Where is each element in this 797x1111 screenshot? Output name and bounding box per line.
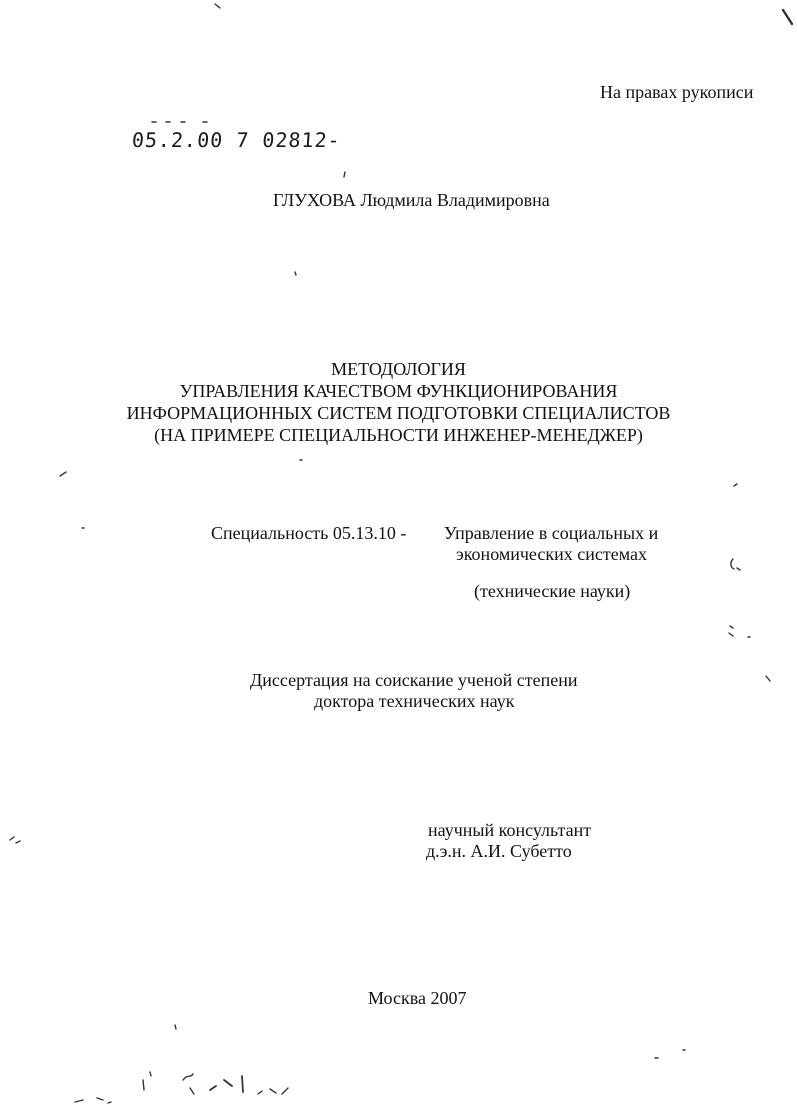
author-name: ГЛУХОВА Людмила Владимировна [273, 190, 550, 210]
specialty-field-line2: экономических системах [456, 544, 647, 564]
registry-stamp: 05.2.00 7 02812- [131, 128, 342, 152]
dissertation-title [0, 358, 797, 446]
title-line: МЕТОДОЛОГИЯ [331, 359, 466, 379]
city-year: Москва 2007 [368, 988, 467, 1008]
scan-speck [295, 272, 296, 275]
scan-speck [175, 1025, 176, 1029]
scan-speck [783, 10, 792, 24]
scan-speck [766, 676, 770, 681]
scan-speck [215, 4, 220, 8]
scan-speck [143, 1072, 151, 1090]
consultant-name: д.э.н. А.И. Субетто [426, 841, 572, 861]
scan-speck [258, 1088, 288, 1094]
title-line: (НА ПРИМЕРЕ СПЕЦИАЛЬНОСТИ ИНЖЕНЕР-МЕНЕДЖЕР) [154, 425, 643, 445]
title-line: УПРАВЛЕНИЯ КАЧЕСТВОМ ФУНКЦИОНИРОВАНИЯ [179, 381, 618, 401]
scan-speck [75, 1098, 111, 1103]
scan-speck [734, 484, 737, 486]
scan-speck [729, 626, 750, 637]
scan-speck [731, 559, 740, 570]
consultant-role: научный консультант [428, 820, 592, 840]
scan-speck [60, 472, 66, 476]
specialty-science: (технические науки) [474, 581, 631, 601]
degree-line2: доктора технических наук [314, 691, 515, 711]
degree-line1: Диссертация на соискание ученой степени [250, 670, 578, 690]
scan-speck [344, 172, 345, 177]
specialty-label: Специальность 05.13.10 - [211, 523, 407, 543]
scan-speck [10, 837, 20, 843]
manuscript-note: На правах рукописи [600, 82, 754, 102]
scan-speck [655, 1050, 685, 1058]
scan-speck [210, 1076, 243, 1092]
scan-speck [183, 1074, 194, 1094]
specialty-field-line1: Управление в социальных и [444, 523, 659, 543]
title-line: ИНФОРМАЦИОННЫХ СИСТЕМ ПОДГОТОВКИ СПЕЦИАЛИСТОВ [126, 403, 671, 423]
